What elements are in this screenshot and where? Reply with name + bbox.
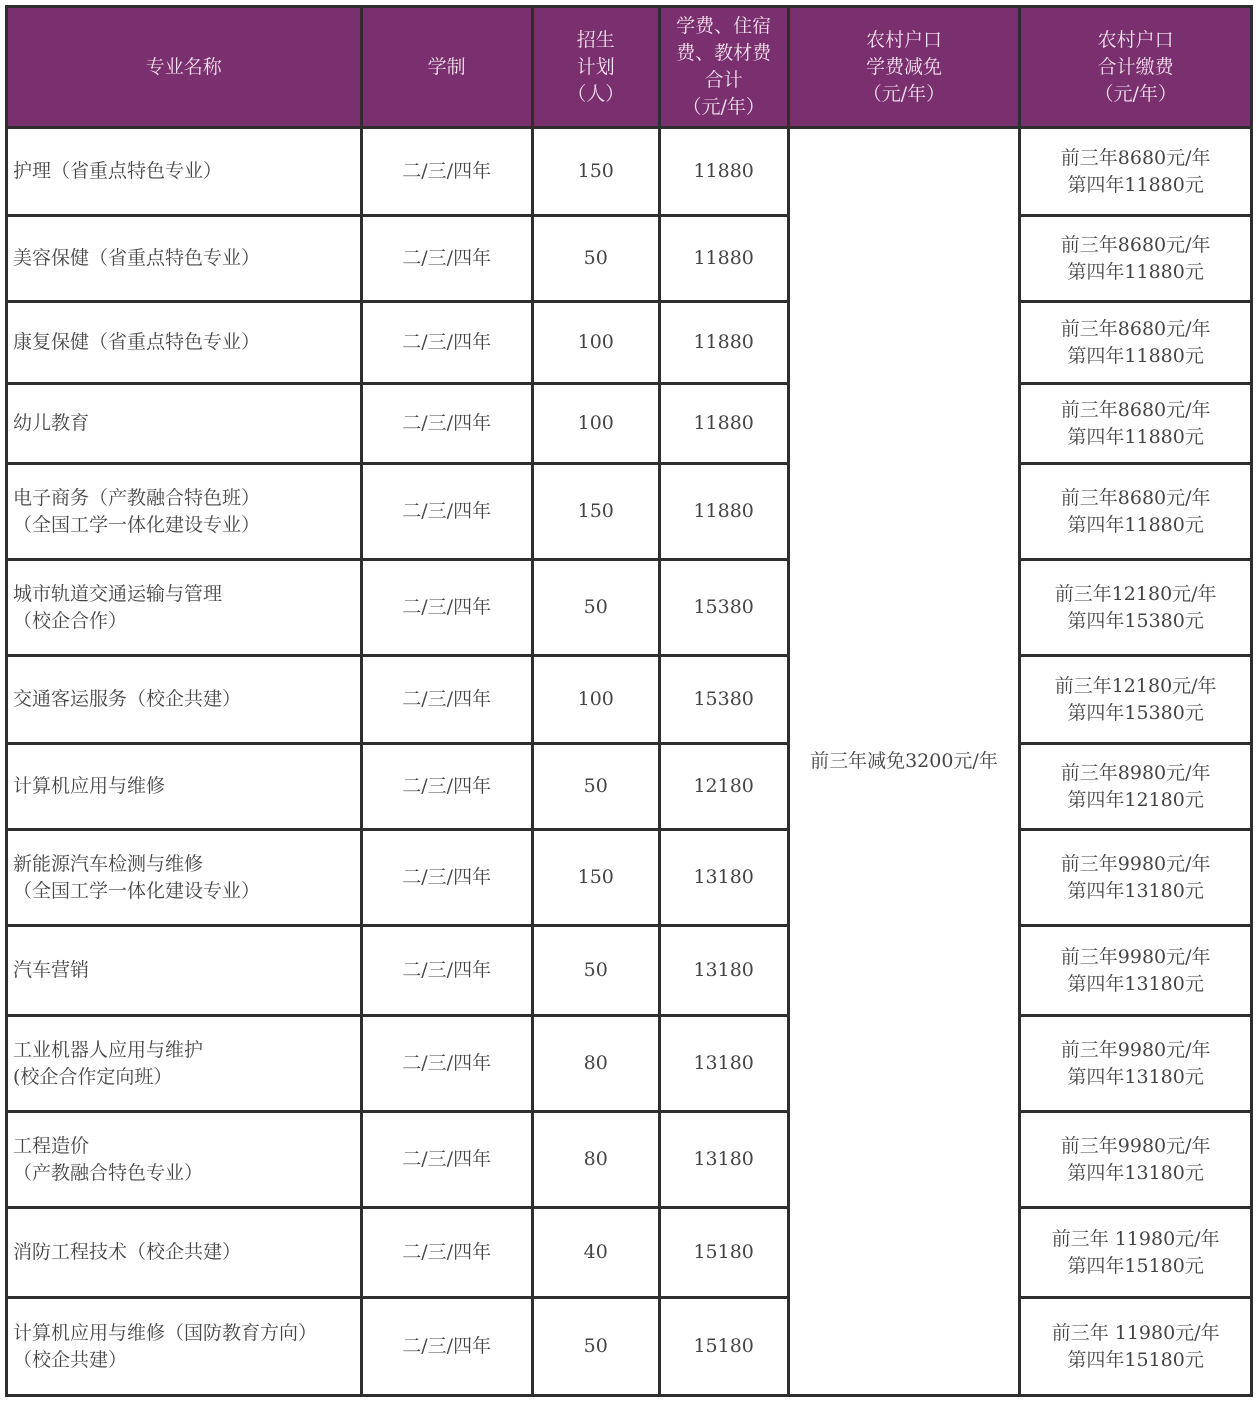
rural-total-cell — [1020, 216, 1252, 302]
header-total-line: 农村户口 — [1097, 28, 1174, 51]
enrollment-plan-cell: 40 — [532, 1208, 659, 1298]
rural-total-line: 第四年13180元 — [1067, 972, 1204, 995]
major-name-line: 工程造价 — [13, 1134, 90, 1157]
major-name-cell — [7, 464, 362, 560]
enrollment-plan-cell: 100 — [532, 302, 659, 384]
study-length-cell: 二/三/四年 — [361, 1112, 532, 1208]
rural-total-line: 前三年9980元/年 — [1060, 852, 1211, 875]
major-name-line: 康复保健（省重点特色专业） — [13, 331, 261, 353]
study-length-cell: 二/三/四年 — [361, 744, 532, 830]
table-header — [7, 7, 1252, 128]
rural-total-line: 第四年11880元 — [1067, 513, 1204, 536]
table-row — [7, 1016, 1252, 1112]
major-name-cell — [7, 1208, 362, 1298]
major-name-line: 消防工程技术（校企共建） — [13, 1241, 242, 1263]
enrollment-plan-cell: 50 — [532, 744, 659, 830]
table-row — [7, 1208, 1252, 1298]
major-name-line: 计算机应用与维修（国防教育方向） — [13, 1321, 318, 1344]
rural-total-cell — [1020, 1016, 1252, 1112]
total-fee-cell: 12180 — [659, 744, 788, 830]
major-name-line: 工业机器人应用与维护 — [13, 1038, 204, 1061]
major-name-cell — [7, 656, 362, 744]
rural-total-line: 第四年13180元 — [1067, 1161, 1204, 1184]
study-length-cell: 二/三/四年 — [361, 656, 532, 744]
major-name-line: 交通客运服务（校企共建） — [13, 688, 242, 710]
rural-total-cell — [1020, 128, 1252, 216]
rural-total-cell — [1020, 1208, 1252, 1298]
rural-total-line: 第四年11880元 — [1067, 173, 1204, 196]
major-name-line: （全国工学一体化建设专业） — [13, 513, 261, 536]
header-fee-line: 学费、住宿 — [676, 15, 772, 37]
major-name-line: 电子商务（产教融合特色班） — [13, 486, 261, 509]
header-rural-total — [1020, 7, 1252, 128]
total-fee-cell: 15380 — [659, 560, 788, 656]
rural-total-cell — [1020, 656, 1252, 744]
header-reduction-line: （元/年） — [862, 82, 946, 105]
major-name-line: (校企合作定向班） — [13, 1065, 173, 1088]
rural-total-line: 第四年15180元 — [1067, 1348, 1204, 1371]
table-row — [7, 216, 1252, 302]
enrollment-plan-cell: 50 — [532, 216, 659, 302]
rural-total-cell — [1020, 744, 1252, 830]
header-plan-line: 招生 — [576, 28, 615, 51]
study-length-cell: 二/三/四年 — [361, 128, 532, 216]
rural-total-line: 第四年11880元 — [1067, 260, 1204, 283]
total-fee-cell: 13180 — [659, 926, 788, 1016]
rural-total-line: 前三年9980元/年 — [1060, 1038, 1211, 1061]
rural-total-line: 第四年15180元 — [1067, 1254, 1204, 1277]
major-name-cell — [7, 830, 362, 926]
total-fee-cell: 11880 — [659, 216, 788, 302]
header-study-length — [361, 7, 532, 128]
header-plan-line: （人） — [567, 82, 625, 105]
table-row — [7, 830, 1252, 926]
major-name-cell — [7, 560, 362, 656]
major-name-line: 计算机应用与维修 — [13, 775, 166, 797]
enrollment-plan-cell: 50 — [532, 1298, 659, 1396]
table-row — [7, 656, 1252, 744]
study-length-cell: 二/三/四年 — [361, 1298, 532, 1396]
rural-total-line: 前三年 11980元/年 — [1051, 1321, 1220, 1344]
major-name-line: 护理（省重点特色专业） — [13, 160, 223, 182]
major-name-line: （产教融合特色专业） — [13, 1161, 204, 1184]
header-plan-line: 计划 — [576, 55, 615, 78]
rural-total-cell — [1020, 830, 1252, 926]
major-name-line: （全国工学一体化建设专业） — [13, 879, 261, 902]
major-name-cell — [7, 744, 362, 830]
enrollment-plan-cell: 80 — [532, 1112, 659, 1208]
table-row — [7, 302, 1252, 384]
total-fee-cell: 13180 — [659, 1016, 788, 1112]
total-fee-cell: 11880 — [659, 464, 788, 560]
rural-reduction-cell: 前三年减免3200元/年 — [788, 128, 1020, 1396]
header-fee-line: 合计 — [704, 69, 743, 91]
rural-total-cell — [1020, 1298, 1252, 1396]
table-row — [7, 1112, 1252, 1208]
header-major-name-text: 专业名称 — [145, 55, 222, 78]
enrollment-plan-cell: 100 — [532, 656, 659, 744]
enrollment-plan-cell: 50 — [532, 560, 659, 656]
total-fee-cell: 11880 — [659, 128, 788, 216]
header-fee-line: （元/年） — [682, 96, 765, 118]
rural-total-line: 第四年13180元 — [1067, 879, 1204, 902]
enrollment-plan-cell: 150 — [532, 128, 659, 216]
header-rural-reduction — [788, 7, 1020, 128]
major-name-cell — [7, 216, 362, 302]
table-row — [7, 384, 1252, 464]
major-name-line: （校企共建） — [13, 1348, 128, 1371]
study-length-cell: 二/三/四年 — [361, 560, 532, 656]
study-length-cell: 二/三/四年 — [361, 302, 532, 384]
header-row — [7, 7, 1252, 128]
enrollment-plan-cell: 150 — [532, 464, 659, 560]
total-fee-cell: 13180 — [659, 830, 788, 926]
major-name-line: 城市轨道交通运输与管理 — [13, 582, 223, 605]
header-reduction-line: 学费减免 — [865, 55, 942, 78]
table-row — [7, 1298, 1252, 1396]
rural-total-line: 前三年8680元/年 — [1060, 486, 1211, 509]
header-total-line: 合计缴费 — [1097, 55, 1174, 78]
enrollment-plan-cell: 80 — [532, 1016, 659, 1112]
study-length-cell: 二/三/四年 — [361, 1208, 532, 1298]
header-reduction-line: 农村户口 — [865, 28, 942, 51]
study-length-cell: 二/三/四年 — [361, 216, 532, 302]
major-name-cell — [7, 128, 362, 216]
table-row — [7, 560, 1252, 656]
rural-total-line: 前三年9980元/年 — [1060, 945, 1211, 968]
major-name-line: 汽车营销 — [13, 959, 90, 981]
header-total-line: （元/年） — [1094, 82, 1177, 105]
major-name-line: 新能源汽车检测与维修 — [13, 852, 204, 875]
study-length-cell: 二/三/四年 — [361, 464, 532, 560]
study-length-cell: 二/三/四年 — [361, 926, 532, 1016]
fee-table — [5, 5, 1253, 1397]
major-name-cell — [7, 384, 362, 464]
rural-total-line: 前三年12180元/年 — [1054, 582, 1217, 605]
header-enrollment-plan — [532, 7, 659, 128]
rural-total-cell — [1020, 302, 1252, 384]
rural-total-line: 前三年8980元/年 — [1060, 761, 1211, 784]
major-name-cell — [7, 926, 362, 1016]
header-fee-line: 费、教材费 — [676, 42, 772, 64]
total-fee-cell: 13180 — [659, 1112, 788, 1208]
rural-total-cell — [1020, 926, 1252, 1016]
rural-total-cell — [1020, 464, 1252, 560]
enrollment-plan-cell: 100 — [532, 384, 659, 464]
study-length-cell: 二/三/四年 — [361, 384, 532, 464]
rural-total-line: 第四年12180元 — [1067, 788, 1204, 811]
major-name-line: 幼儿教育 — [13, 412, 90, 434]
rural-total-cell — [1020, 560, 1252, 656]
rural-total-line: 第四年11880元 — [1067, 425, 1204, 448]
total-fee-cell: 15180 — [659, 1208, 788, 1298]
rural-total-line: 前三年9980元/年 — [1060, 1134, 1211, 1157]
major-name-cell — [7, 1016, 362, 1112]
table-row — [7, 926, 1252, 1016]
rural-total-line: 前三年8680元/年 — [1060, 146, 1211, 169]
major-name-line: 美容保健（省重点特色专业） — [13, 247, 261, 269]
total-fee-cell: 15180 — [659, 1298, 788, 1396]
table-row — [7, 744, 1252, 830]
rural-total-line: 第四年13180元 — [1067, 1065, 1204, 1088]
major-name-line: （校企合作） — [13, 609, 128, 632]
enrollment-plan-cell: 50 — [532, 926, 659, 1016]
header-study-length-text: 学制 — [427, 55, 466, 78]
rural-total-line: 前三年8680元/年 — [1060, 233, 1211, 256]
table-row — [7, 128, 1252, 216]
rural-total-line: 前三年8680元/年 — [1060, 317, 1211, 340]
rural-total-cell — [1020, 384, 1252, 464]
enrollment-plan-cell: 150 — [532, 830, 659, 926]
rural-total-line: 前三年 11980元/年 — [1051, 1227, 1220, 1250]
major-name-cell — [7, 1298, 362, 1396]
rural-total-cell — [1020, 1112, 1252, 1208]
rural-total-line: 前三年8680元/年 — [1060, 398, 1211, 421]
rural-total-line: 前三年12180元/年 — [1054, 674, 1217, 697]
table-body — [7, 128, 1252, 1396]
table-row — [7, 464, 1252, 560]
rural-total-line: 第四年11880元 — [1067, 344, 1204, 367]
rural-total-line: 第四年15380元 — [1067, 609, 1204, 632]
rural-total-line: 第四年15380元 — [1067, 701, 1204, 724]
total-fee-cell: 11880 — [659, 384, 788, 464]
study-length-cell: 二/三/四年 — [361, 830, 532, 926]
total-fee-cell: 11880 — [659, 302, 788, 384]
total-fee-cell: 15380 — [659, 656, 788, 744]
major-name-cell — [7, 1112, 362, 1208]
header-major-name — [7, 7, 362, 128]
header-total-fee — [659, 7, 788, 128]
major-name-cell — [7, 302, 362, 384]
study-length-cell: 二/三/四年 — [361, 1016, 532, 1112]
